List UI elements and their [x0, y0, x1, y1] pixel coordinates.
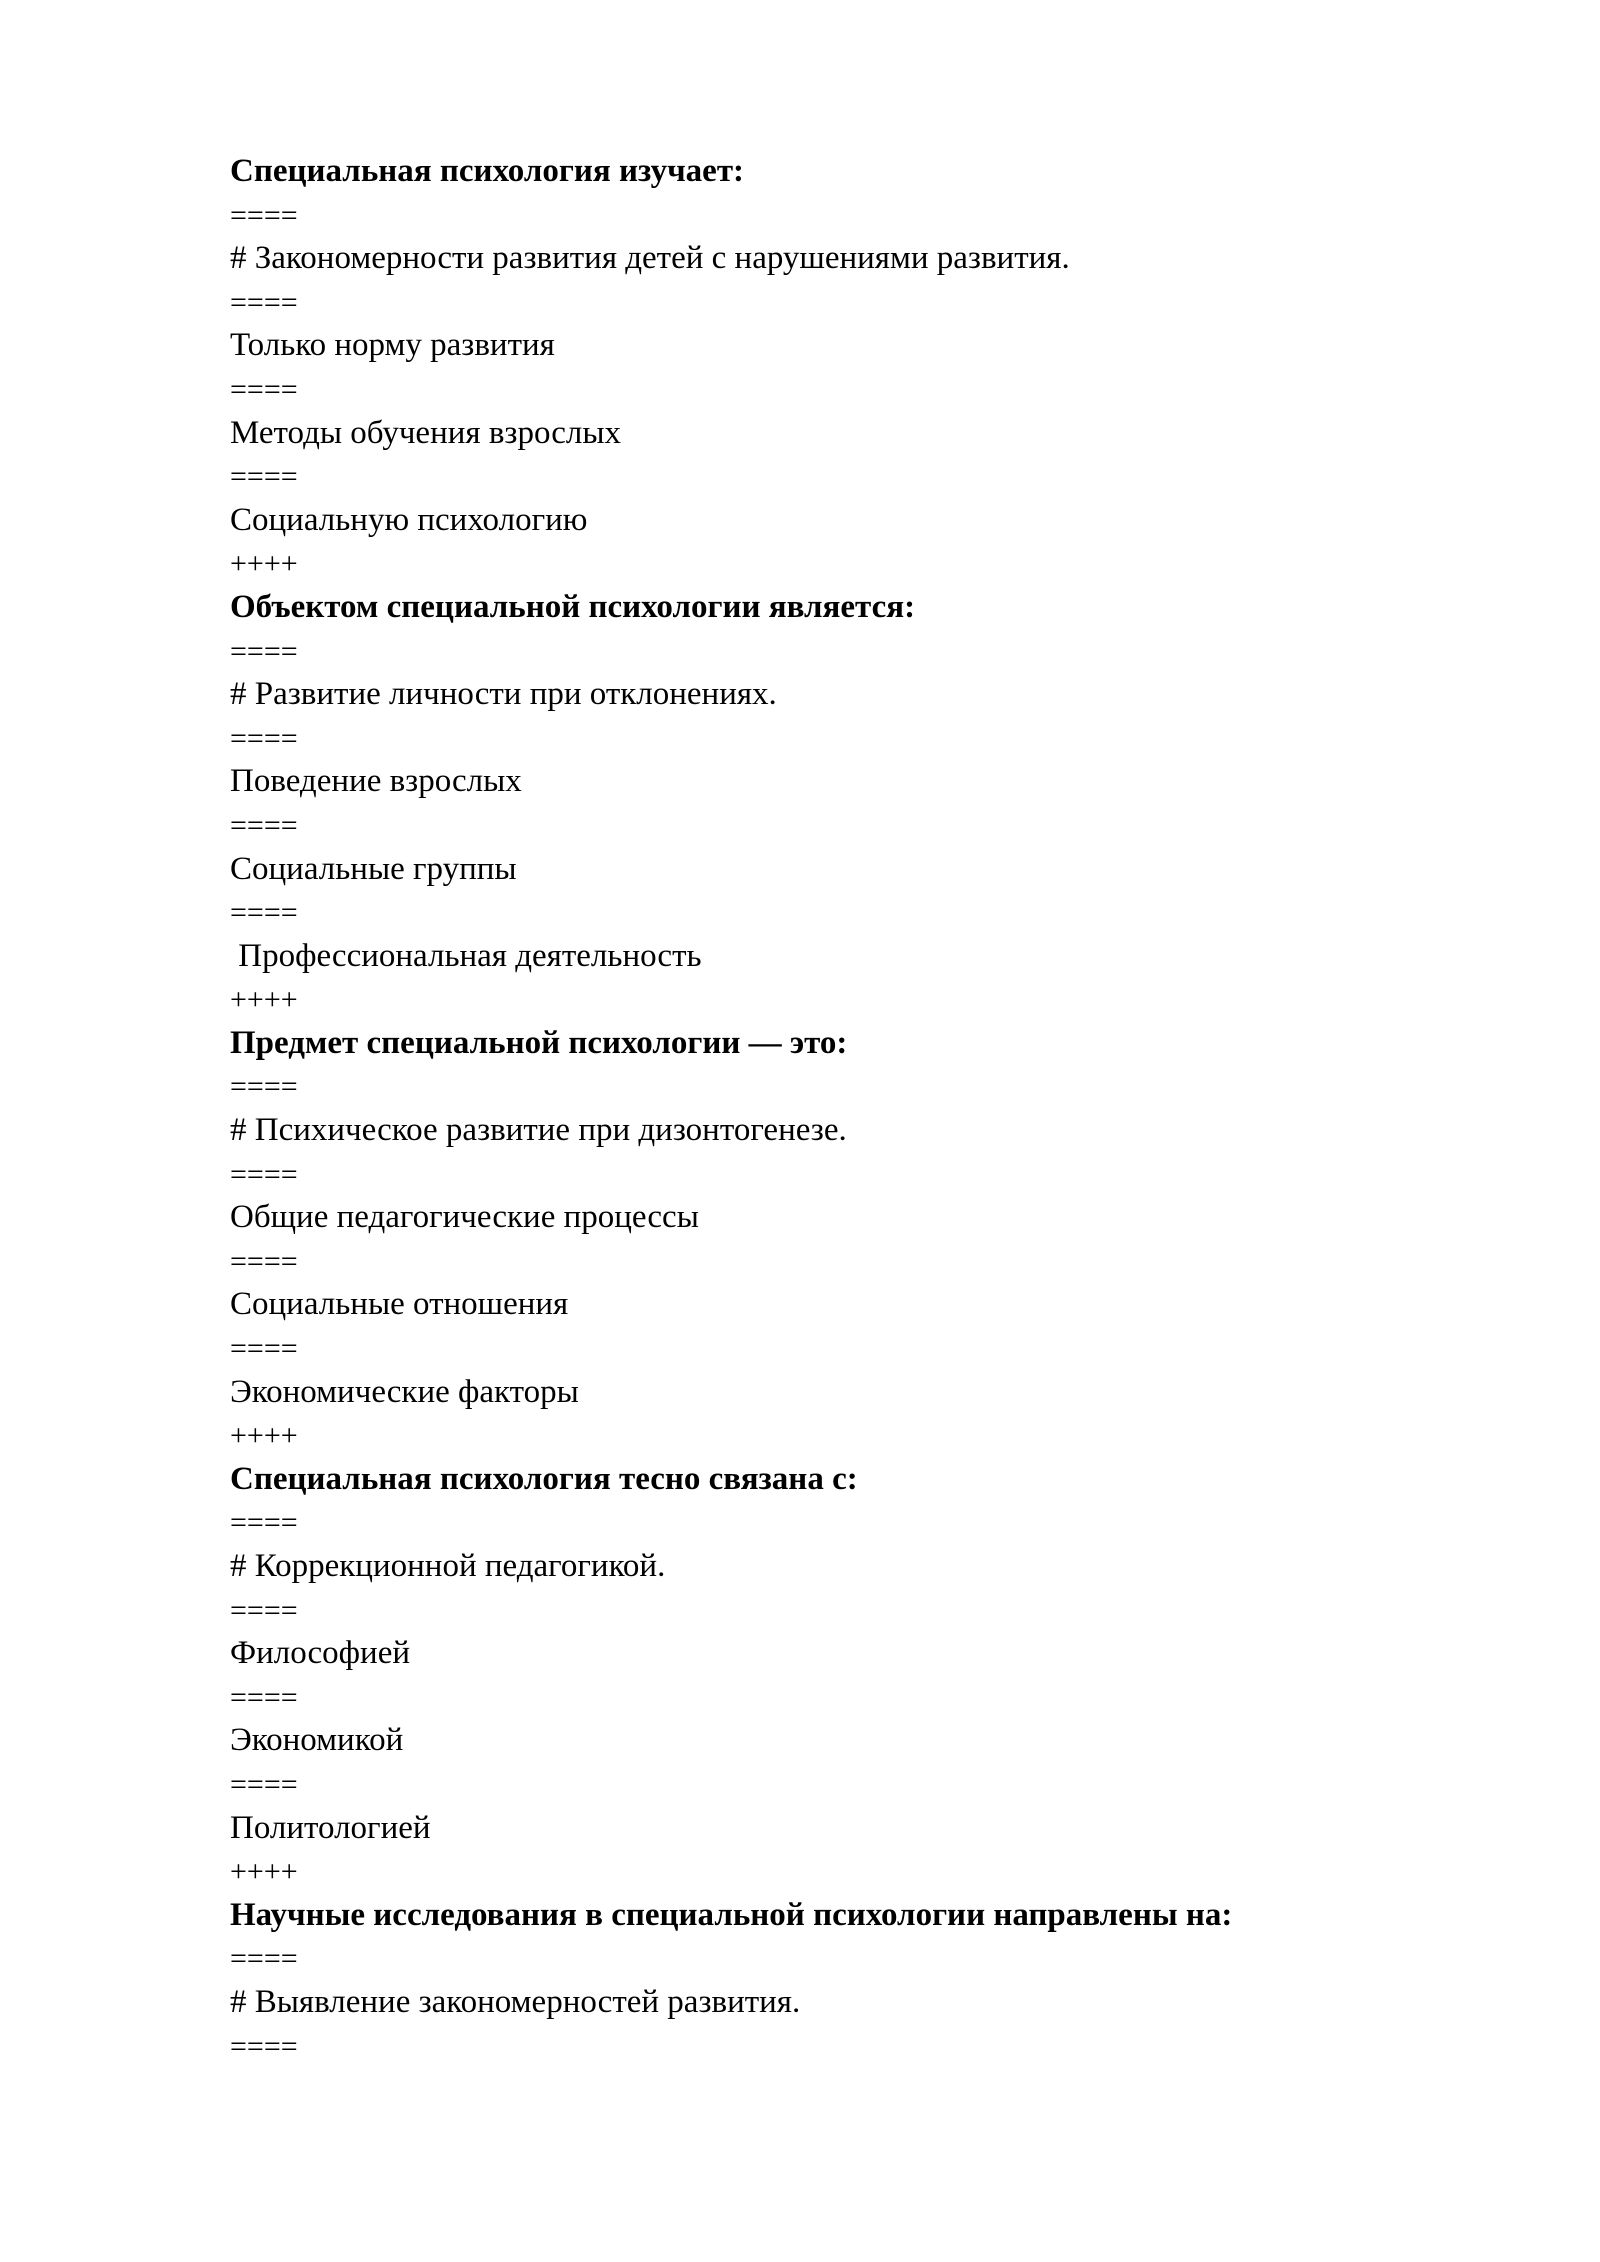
correct-answer-text: # Выявление закономерностей развития.: [230, 1983, 801, 2020]
answer-separator: ====: [230, 1332, 298, 1366]
answer-separator: ====: [230, 634, 298, 668]
answer-option-text: Философией: [230, 1635, 411, 1672]
answer-separator: ====: [230, 2029, 298, 2063]
answer-separator: ====: [230, 1767, 298, 1801]
document-page: [230, 150, 1470, 2068]
question-end-separator: ++++: [230, 983, 298, 1017]
answer-separator: ====: [230, 372, 298, 406]
answer-option-text: Социальные отношения: [230, 1286, 569, 1323]
correct-answer-text: # Закономерности развития детей с нарушениями развития.: [230, 240, 1070, 277]
answer-separator: ====: [230, 1593, 298, 1627]
answer-separator: ====: [230, 896, 298, 930]
question-text: Предмет специальной психологии — это:: [230, 1024, 848, 1061]
answer-separator: ====: [230, 1506, 298, 1540]
answer-option-text: Только норму развития: [230, 327, 555, 364]
answer-option-text: Политологией: [230, 1809, 431, 1846]
answer-separator: ====: [230, 1070, 298, 1104]
question-end-separator: ++++: [230, 1419, 298, 1453]
answer-option-text: Экономические факторы: [230, 1373, 579, 1410]
answer-option-text: Поведение взрослых: [230, 763, 522, 800]
answer-separator: ====: [230, 1680, 298, 1714]
correct-answer-text: # Развитие личности при отклонениях.: [230, 676, 777, 713]
question-text: Объектом специальной психологии является:: [230, 588, 916, 625]
answer-option-text: Профессиональная деятельность: [230, 937, 702, 974]
question-text: Специальная психология изучает:: [230, 153, 745, 189]
answer-option-text: Методы обучения взрослых: [230, 414, 622, 451]
correct-answer-text: # Коррекционной педагогикой.: [230, 1548, 666, 1584]
answer-option-text: Социальные группы: [230, 850, 517, 887]
answer-separator: ====: [230, 808, 298, 842]
answer-separator: ====: [230, 721, 298, 755]
question-end-separator: ++++: [230, 547, 298, 581]
answer-separator: ====: [230, 198, 298, 232]
question-end-separator: ++++: [230, 1855, 298, 1889]
answer-separator: ====: [230, 1244, 298, 1278]
answer-option-text: Экономикой: [230, 1722, 404, 1759]
correct-answer-text: # Психическое развитие при дизонтогенезе.: [230, 1112, 847, 1149]
answer-option-text: Общие педагогические процессы: [230, 1199, 699, 1236]
answer-separator: ====: [230, 1157, 298, 1191]
answer-separator: ====: [230, 460, 298, 494]
document-body: [230, 150, 1470, 2068]
answer-option-text: Социальную психологию: [230, 501, 588, 538]
answer-separator: ====: [230, 1942, 298, 1976]
answer-separator: ====: [230, 285, 298, 319]
question-text: Специальная психология тесно связана с:: [230, 1460, 858, 1497]
question-text: Научные исследования в специальной психологии направлены на:: [230, 1896, 1233, 1933]
